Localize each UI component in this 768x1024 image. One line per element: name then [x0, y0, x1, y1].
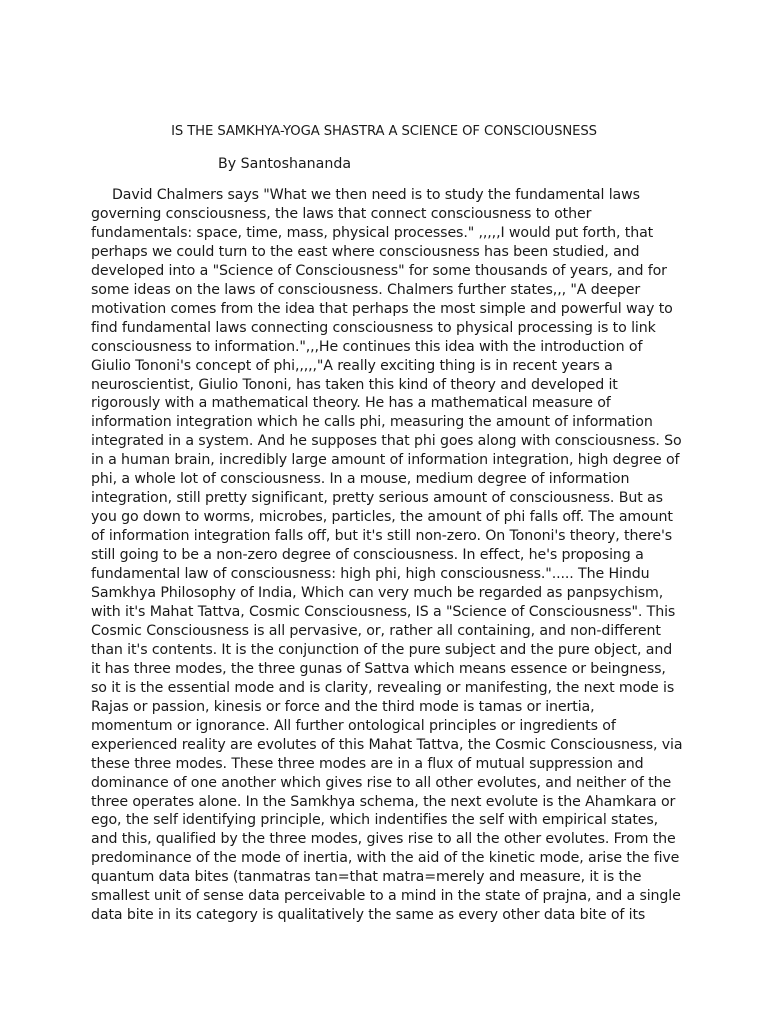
text-line: neuroscientist, Giulio Tononi, has taken this kind of theory and developed it: [91, 376, 618, 393]
text-line: some ideas on the laws of consciousness. Chalmers further states,,, "A deeper: [91, 281, 641, 298]
text-line: three operates alone. In the Samkhya schema, the next evolute is the Ahamkara or: [91, 793, 676, 810]
text-line: Giulio Tononi's concept of phi,,,,,"A really exciting thing is in recent years a: [91, 357, 613, 374]
document-title: IS THE SAMKHYA-YOGA SHASTRA A SCIENCE OF CONSCIOUSNESS: [171, 124, 597, 139]
text-line: and this, qualified by the three modes, gives rise to all the other evolutes. From the: [91, 831, 676, 848]
text-line: phi, a whole lot of consciousness. In a mouse, medium degree of information: [91, 471, 630, 488]
text-line: still going to be a non-zero degree of consciousness. In effect, he's proposing a: [91, 547, 644, 564]
text-line: predominance of the mode of inertia, with the aid of the kinetic mode, arise the five: [91, 850, 680, 867]
text-line: perhaps we could turn to the east where consciousness has been studied, and: [91, 243, 640, 260]
text-line: Samkhya Philosophy of India, Which can very much be regarded as panpsychism,: [91, 585, 664, 602]
text-line: data bite in its category is qualitatively the same as every other data bite of its: [91, 907, 646, 924]
text-line: integrated in a system. And he supposes that phi goes along with consciousness. So: [91, 433, 682, 450]
text-line: fundamentals: space, time, mass, physical processes." ,,,,,I would put forth, that: [91, 224, 654, 241]
text-line: you go down to worms, microbes, particles, the amount of phi falls off. The amount: [91, 509, 673, 526]
text-line: fundamental law of consciousness: high phi, high consciousness."..... The Hindu: [91, 566, 650, 583]
text-line: of information integration falls off, but it's still non-zero. On Tononi's theory, there's: [91, 528, 673, 545]
author-byline: By Santoshananda: [218, 156, 352, 172]
text-line: rigorously with a mathematical theory. He has a mathematical measure of: [91, 395, 611, 412]
text-line: ego, the self identifying principle, which indentifies the self with empirical states,: [91, 812, 659, 829]
text-line: consciousness to information.",,,He continues this idea with the introduction of: [91, 338, 643, 355]
text-line: experienced reality are evolutes of this Mahat Tattva, the Cosmic Consciousness, via: [91, 736, 683, 753]
text-line: smallest unit of sense data perceivable to a mind in the state of prajna, and a single: [91, 888, 681, 905]
text-line: information integration which he calls phi, measuring the amount of information: [91, 414, 653, 431]
text-line: Cosmic Consciousness is all pervasive, or, rather all containing, and non-different: [91, 622, 661, 639]
text-line: than it's contents. It is the conjunction of the pure subject and the pure object, and: [91, 641, 673, 658]
text-line: David Chalmers says "What we then need is to study the fundamental laws: [112, 187, 640, 203]
text-line: integration, still pretty significant, pretty serious amount of consciousness. But as: [91, 490, 663, 507]
body-paragraph: [91, 186, 691, 925]
text-line: find fundamental laws connecting consciousness to physical processing is to link: [91, 319, 656, 336]
text-line: with it's Mahat Tattva, Cosmic Consciousness, IS a "Science of Consciousness". This: [91, 603, 676, 620]
text-line: so it is the essential mode and is clarity, revealing or manifesting, the next mode is: [91, 679, 675, 696]
text-line: in a human brain, incredibly large amount of information integration, high degree of: [91, 452, 680, 469]
text-line: dominance of one another which gives rise to all other evolutes, and neither of the: [91, 774, 672, 791]
text-line: motivation comes from the idea that perhaps the most simple and powerful way to: [91, 300, 673, 317]
text-line: momentum or ignorance. All further ontological principles or ingredients of: [91, 717, 616, 734]
text-line: governing consciousness, the laws that connect consciousness to other: [91, 205, 592, 222]
text-line: Rajas or passion, kinesis or force and the third mode is tamas or inertia,: [91, 698, 595, 715]
text-line: quantum data bites (tanmatras tan=that matra=merely and measure, it is the: [91, 869, 642, 886]
text-line: developed into a "Science of Consciousness" for some thousands of years, and for: [91, 262, 667, 279]
text-line: it has three modes, the three gunas of Sattva which means essence or beingness,: [91, 660, 666, 677]
text-line: these three modes. These three modes are in a flux of mutual suppression and: [91, 755, 644, 772]
